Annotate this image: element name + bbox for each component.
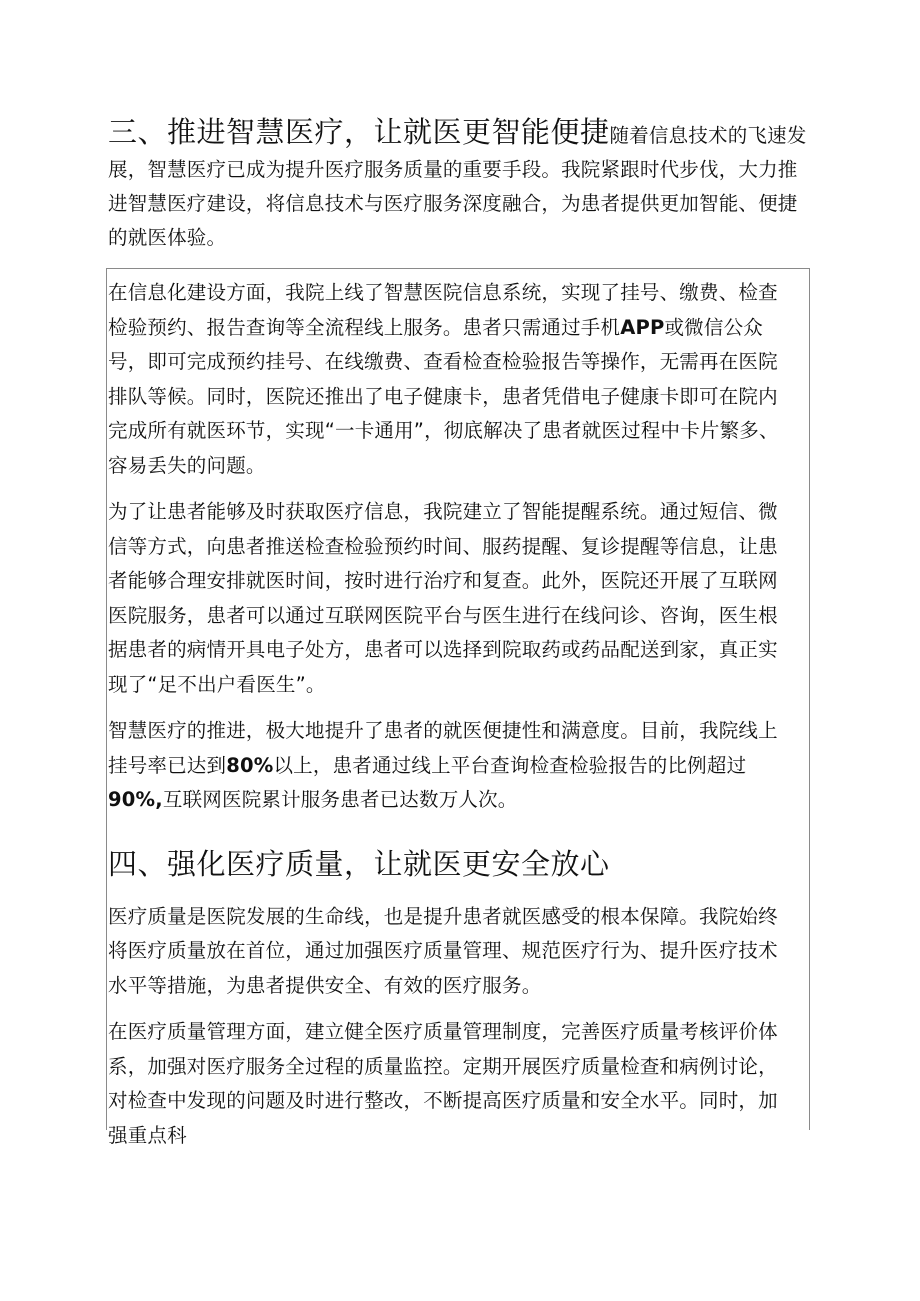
section-3-intro [108,112,808,255]
paragraph-quality-lifeline: 医疗质量是医院发展的生命线，也是提升患者就医感受的根本保障。我院始终将医疗质量放在首位，通过加强医疗质量管理、规范医疗行为、提升医疗技术水平等措施，为患者提供安全、有效的医疗服务。 [108,904,778,997]
paragraph-text: 互联网医院累计服务患者已达数万人次。 [162,788,518,811]
paragraph-text: 以上，患者通过线上平台查询检查检验报告的比例超过 [273,753,747,777]
percent-online-registration: 80% [226,753,274,777]
section-4-heading: 四、强化医疗质量，让就医更安全放心 [108,846,610,881]
paragraph-text: 智慧医疗的推进，极大地提升了患者的就医便捷性和满意度。目前，我院线上挂号率已达到 [108,719,778,777]
paragraph-text: 或微信公众号，即可完成预约挂号、在线缴费、查看检查检验报告等操作，无需再在医院排队等候。同时，医院还推出了电子健康卡，患者凭借电子健康卡即可在院内完成所有就医环节，实现“一卡通用”，彻底解决了患者就医过程中卡片繁多、容易丢失的问题。 [108,315,779,477]
section-3-heading: 三、推进智慧医疗，让就医更智能便捷 [108,115,610,149]
section-3-intro-text: 随着信息技术的飞速发展，智慧医疗已成为提升医疗服务质量的重要手段。我院紧跟时代步伐，大力推进智慧医疗建设，将信息技术与医疗服务深度融合，为患者提供更加智能、便捷的就医体验。 [108,124,807,249]
text-frame-content [108,276,794,1165]
paragraph-smart-results [108,714,794,818]
paragraph-text: 在信息化建设方面，我院上线了智慧医院信息系统，实现了挂号、缴费、检查检验预约、报告查询等全流程线上服务。患者只需通过手机 [108,281,778,339]
app-term: APP [620,315,665,339]
paragraph-quality-management: 在医疗质量管理方面，建立健全医疗质量管理制度，完善医疗质量考核评价体系，加强对医疗服务全过程的质量监控。定期开展医疗质量检查和病例讨论，对检查中发现的问题及时进行整改，不断提高医疗质量和安全水平。同时，加强重点科 [108,1020,778,1147]
paragraph-informatization [108,276,794,483]
percent-online-report: 90%, [108,788,163,811]
paragraph-smart-reminder: 为了让患者能够及时获取医疗信息，我院建立了智能提醒系统。通过短信、微信等方式，向患者推送检查检验预约时间、服药提醒、复诊提醒等信息，让患者能够合理安排就医时间，按时进行治疗和复查。此外，医院还开展了互联网医院服务，患者可以通过互联网医院平台与医生进行在线问诊、咨询，医生根据患者的病情开具电子处方，患者可以选择到院取药或药品配送到家，真正实现了“足不出户看医生”。 [108,500,778,696]
